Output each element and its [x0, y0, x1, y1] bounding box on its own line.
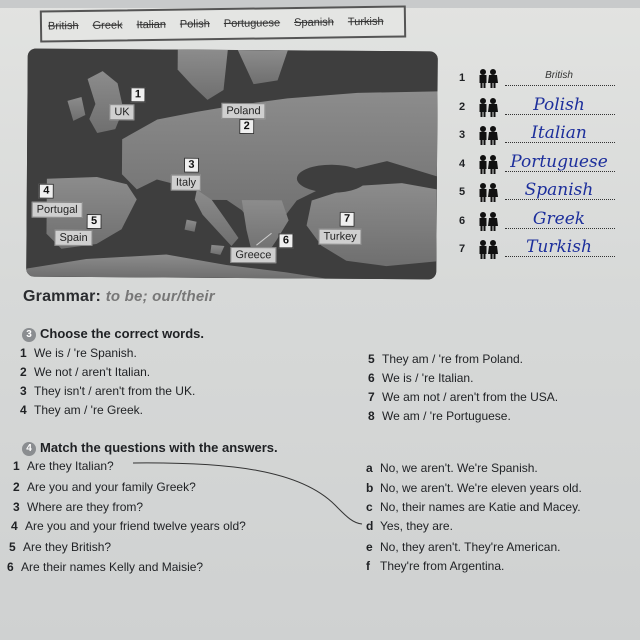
map-label-greece: Greece	[230, 247, 276, 263]
word-box-item: Spanish	[294, 16, 334, 30]
item-number: 6	[7, 560, 14, 574]
answer-item[interactable]	[366, 559, 504, 573]
map-number-tag: 5	[87, 214, 102, 229]
exercise-number-badge: 3	[22, 328, 36, 342]
answer-item[interactable]	[366, 519, 453, 533]
word-box-item: Turkish	[347, 15, 384, 29]
item-letter: d	[366, 519, 374, 533]
answer-handwritten[interactable]: Italian	[531, 123, 587, 143]
item-number: 2	[20, 365, 27, 379]
item-text: Are their names Kelly and Maisie?	[21, 560, 204, 574]
map-label-spain: Spain	[54, 230, 92, 246]
question-item[interactable]	[9, 540, 111, 554]
word-box-item: Polish	[179, 18, 210, 31]
map-number-tag: 2	[239, 119, 254, 134]
word-box-item: Greek	[92, 19, 123, 32]
item-text: No, we aren't. We're eleven years old.	[380, 481, 582, 495]
item-number: 2	[13, 480, 20, 494]
item-text: They isn't / aren't from the UK.	[34, 384, 196, 398]
answer-item[interactable]	[366, 481, 582, 495]
item-text: Are you and your friend twelve years old?	[25, 519, 246, 533]
word-box-item: Italian	[136, 18, 166, 32]
answer-handwritten[interactable]: Spanish	[524, 180, 594, 200]
item-number: 6	[368, 371, 375, 385]
question-item[interactable]	[13, 459, 114, 473]
item-number: 8	[368, 409, 375, 423]
item-letter: c	[366, 500, 373, 514]
item-letter: a	[366, 461, 373, 475]
map-label-portugal: Portugal	[32, 202, 83, 218]
item-text: No, they aren't. They're American.	[380, 540, 561, 554]
item-text: Yes, they are.	[380, 519, 453, 533]
word-box-item: Portuguese	[223, 17, 281, 30]
grammar-subtitle: to be; our/their	[105, 288, 215, 305]
item-number: 1	[20, 346, 27, 360]
exercise-number-badge: 4	[22, 442, 36, 456]
row-number: 4	[459, 157, 466, 170]
answer-item[interactable]	[366, 500, 581, 514]
item-number: 5	[368, 352, 375, 366]
grammar-title: Grammar:	[23, 288, 102, 305]
item-number: 7	[368, 390, 375, 404]
row-number: 5	[459, 186, 466, 198]
row-number: 2	[459, 100, 466, 113]
answer-handwritten[interactable]: Polish	[533, 94, 585, 115]
map-label-uk: UK	[109, 104, 134, 120]
map-label-poland: Poland	[221, 103, 265, 119]
answer-printed-example: British	[545, 70, 573, 81]
item-text: We am / 're Portuguese.	[382, 409, 511, 423]
item-text: They am / 're Greek.	[34, 403, 143, 417]
item-text: Where are they from?	[27, 500, 144, 514]
item-text: Are you and your family Greek?	[27, 480, 196, 494]
word-box-item: British	[47, 20, 79, 33]
question-item[interactable]	[13, 500, 143, 514]
row-number: 1	[459, 72, 466, 84]
item-letter: b	[366, 481, 374, 495]
item-text: They am / 're from Poland.	[382, 352, 524, 366]
map-number-tag: 3	[184, 158, 199, 173]
answer-handwritten[interactable]: Greek	[532, 208, 586, 229]
item-text: We am not / aren't from the USA.	[382, 390, 559, 404]
exercise-title: Match the questions with the answers.	[40, 440, 278, 455]
row-number: 7	[459, 243, 466, 255]
question-item[interactable]	[11, 519, 246, 533]
answer-handwritten[interactable]: Portuguese	[510, 151, 608, 172]
map-number-tag: 4	[39, 184, 54, 199]
item-number: 4	[20, 403, 27, 417]
item-text: They're from Argentina.	[380, 559, 505, 573]
row-number: 3	[459, 129, 466, 141]
item-text: We is / 're Spanish.	[34, 346, 137, 360]
map-number-tag: 1	[130, 87, 145, 102]
item-text: Are they Italian?	[27, 459, 114, 473]
item-letter: f	[366, 559, 370, 573]
item-text: No, their names are Katie and Macey.	[380, 500, 581, 514]
map-label-italy: Italy	[171, 175, 201, 191]
item-text: No, we aren't. We're Spanish.	[380, 461, 538, 475]
map-label-turkey: Turkey	[318, 229, 361, 245]
question-item[interactable]	[7, 560, 203, 574]
item-text: We is / 're Italian.	[382, 371, 474, 385]
item-letter: e	[366, 540, 373, 554]
item-number: 1	[13, 459, 20, 473]
answer-item[interactable]	[366, 461, 538, 475]
map-number-tag: 6	[278, 233, 293, 248]
exercise-title: Choose the correct words.	[40, 326, 204, 341]
answer-item[interactable]	[366, 540, 560, 554]
item-number: 3	[20, 384, 27, 398]
item-number: 4	[11, 519, 18, 533]
answer-handwritten[interactable]: Turkish	[526, 237, 592, 257]
item-text: We not / aren't Italian.	[34, 365, 151, 379]
item-number: 5	[9, 540, 16, 554]
map-number-tag: 7	[340, 212, 355, 227]
row-number: 6	[459, 214, 466, 227]
question-item[interactable]	[13, 480, 196, 494]
item-number: 3	[13, 500, 20, 514]
item-text: Are they British?	[23, 540, 112, 554]
